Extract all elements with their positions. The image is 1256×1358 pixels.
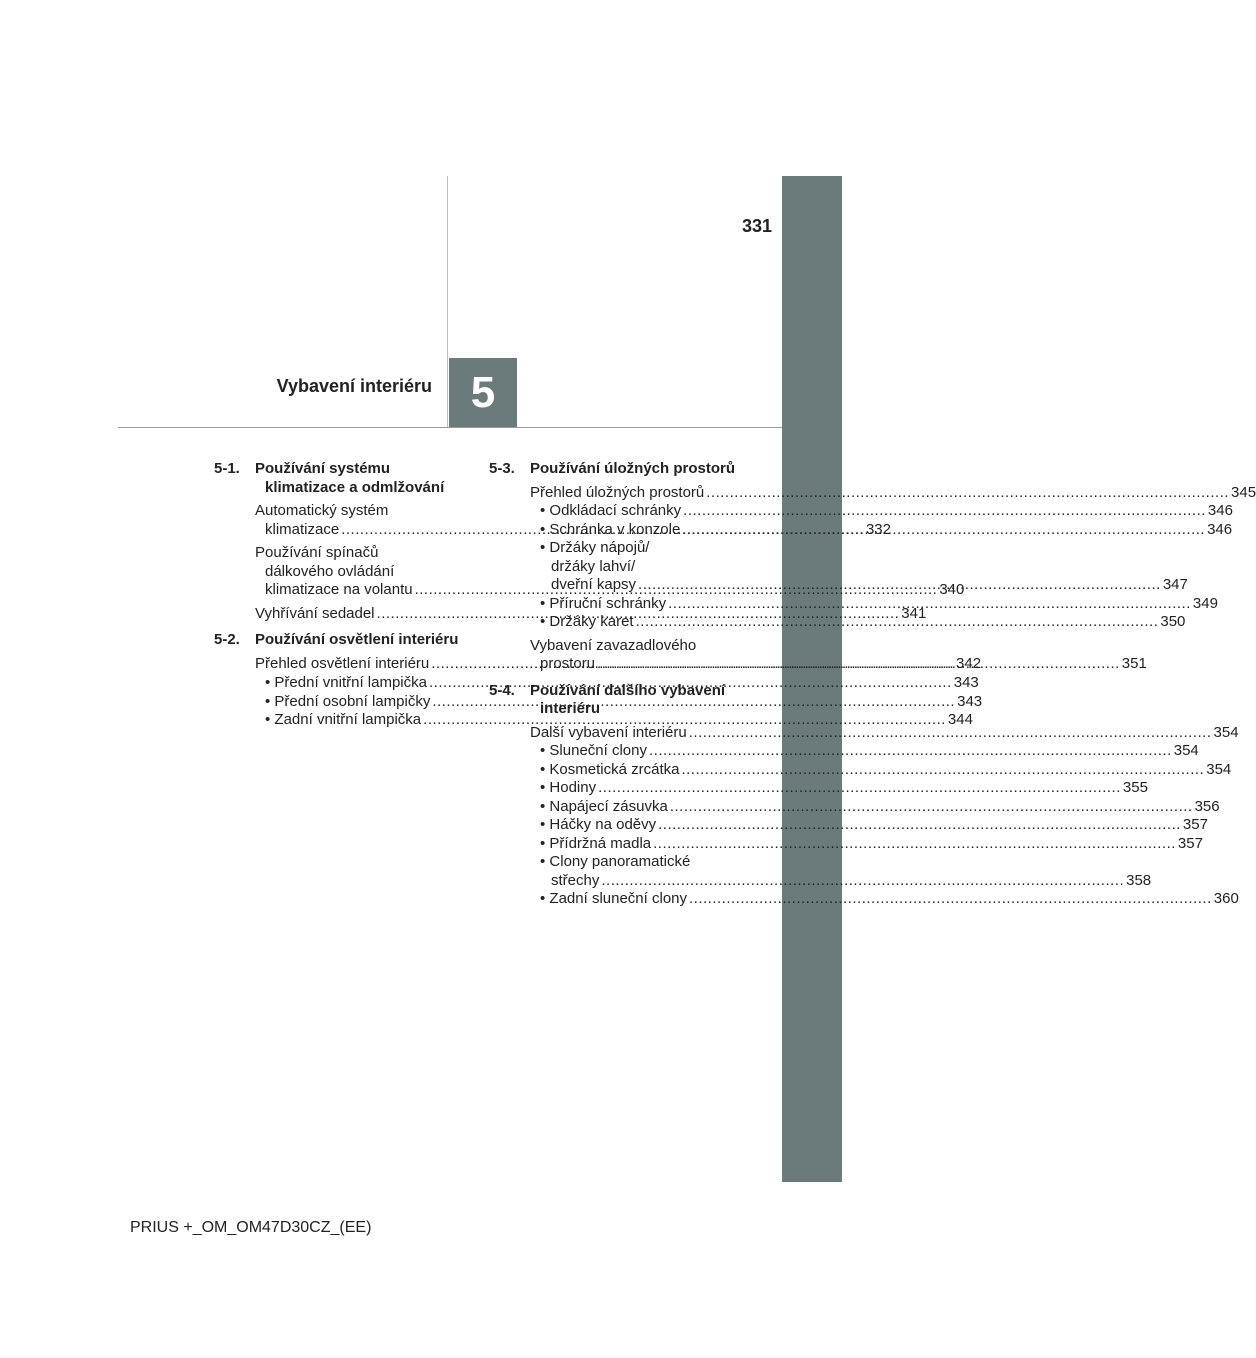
toc-page-number: 354 [1213,723,1239,741]
toc-page-number: 341 [901,604,927,622]
toc-page-number: 358 [1126,871,1152,889]
toc-page-number: 351 [1121,655,1147,672]
toc-section-5-3[interactable] [489,460,741,479]
toc-subentry[interactable] [540,834,1203,854]
toc-entry-text: • Držáky karet [540,613,634,630]
toc-page-number: 346 [1207,520,1233,538]
toc-entry-text: • Zadní vnitřní lampička [265,711,422,728]
toc-subentry[interactable] [540,797,1220,817]
toc-entry-text: • Přední vnitřní lampička [265,674,427,691]
toc-entry-text: prostoru [540,655,596,672]
toc-page-number: 357 [1177,834,1203,852]
toc-entry-text: • Přední osobní lampičky [265,692,431,710]
toc-entry-text: • Hodiny [540,779,597,796]
toc-subentry[interactable] [540,853,1152,890]
toc-entry-text: Používání spínačů [255,544,379,561]
section-title-line: klimatizace a odmlžování [265,478,445,496]
toc-entry-text: klimatizace [265,520,340,538]
toc-subentry[interactable] [540,890,1239,909]
toc-entry-text: • Držáky nápojů/ [540,539,650,556]
toc-page-number: 356 [1194,797,1220,815]
section-number: 5-1. [214,460,240,477]
toc-section-5-1[interactable] [214,460,466,497]
toc-entry-text: • Odkládací schránky [540,502,682,519]
header-horizontal-rule [118,427,782,428]
toc-page-number: 346 [1207,502,1233,519]
toc-entry-text: • Napájecí zásuvka [540,797,668,815]
toc-page-number: 343 [953,674,979,691]
header-vertical-rule [447,176,448,428]
toc-page-number: 360 [1213,890,1239,907]
chapter-number-box: 5 [449,358,517,427]
toc-subentry[interactable] [540,502,1233,521]
toc-entry[interactable] [530,483,1256,503]
toc-entry-text: • Schránka v konzole [540,520,681,538]
toc-page-number: 340 [939,581,965,598]
section-number: 5-3. [489,460,515,477]
toc-entry-text: Další vybavení interiéru [530,723,687,741]
toc-entry-text: • Zadní sluneční clony [540,890,687,907]
toc-entry-text: • Kosmetická zrcátka [540,760,680,778]
section-number: 5-2. [214,631,240,648]
toc-subentry[interactable] [265,711,973,730]
toc-entry-text: Přehled úložných prostorů [530,483,705,501]
toc-entry-text: Přehled osvětlení interiéru [255,654,430,672]
toc-page-number: 354 [1206,760,1232,778]
toc-subentry[interactable] [540,816,1208,835]
chapter-title: Vybavení interiéru [276,376,432,396]
toc-entry-text: • Přídržná madla [540,834,652,852]
section-title-line: Používání dalšího vybavení [530,681,726,699]
toc-entry[interactable] [530,723,1239,743]
toc-subentry[interactable] [540,760,1232,780]
toc-page-number: 344 [947,711,973,728]
toc-entry-text: • Háčky na oděvy [540,816,657,833]
toc-entry-text: • Příruční schránky [540,594,667,612]
section-number: 5-4. [489,681,515,699]
toc-page-number: 345 [1231,483,1256,501]
toc-page-number: 357 [1182,816,1208,833]
section-title-line: interiéru [540,700,601,717]
toc-subentry[interactable] [540,742,1199,761]
toc-entry-text: Automatický systém [255,502,389,519]
toc-entry-text: • Sluneční clony [540,742,647,759]
toc-page-number: 342 [956,654,982,672]
toc-entry-text: střechy [551,871,600,889]
toc-entry-text: dálkového ovládání [265,562,395,580]
toc-entry-text: dveřní kapsy [551,576,637,593]
toc-section-5-2[interactable] [214,631,466,650]
toc-page-number: 343 [957,692,983,710]
toc-page-number: 350 [1160,613,1186,630]
toc-section-5-4[interactable] [489,682,741,719]
toc-page-number: 355 [1122,779,1148,796]
toc-entry-text: klimatizace na volantu [265,581,413,598]
toc-subentry[interactable] [540,779,1148,798]
toc-page-number: 349 [1192,594,1218,612]
section-title-line: Používání systému [255,460,391,477]
page-number: 331 [741,216,772,236]
toc-entry-text: Vyhřívání sedadel [255,604,375,622]
section-title-line: Používání osvětlení interiéru [255,631,459,648]
toc-page-number: 354 [1173,742,1199,759]
toc-entry-text: • Clony panoramatické [540,853,691,870]
toc-entry-text: držáky lahví/ [551,557,636,575]
section-title-line: Používání úložných prostorů [530,460,736,477]
footer-document-code: PRIUS +_OM_OM47D30CZ_(EE) [130,1219,372,1236]
toc-page-number: 347 [1162,576,1188,593]
toc-entry-text: Vybavení zavazadlového [530,636,697,654]
toc-page-number: 332 [865,520,891,538]
